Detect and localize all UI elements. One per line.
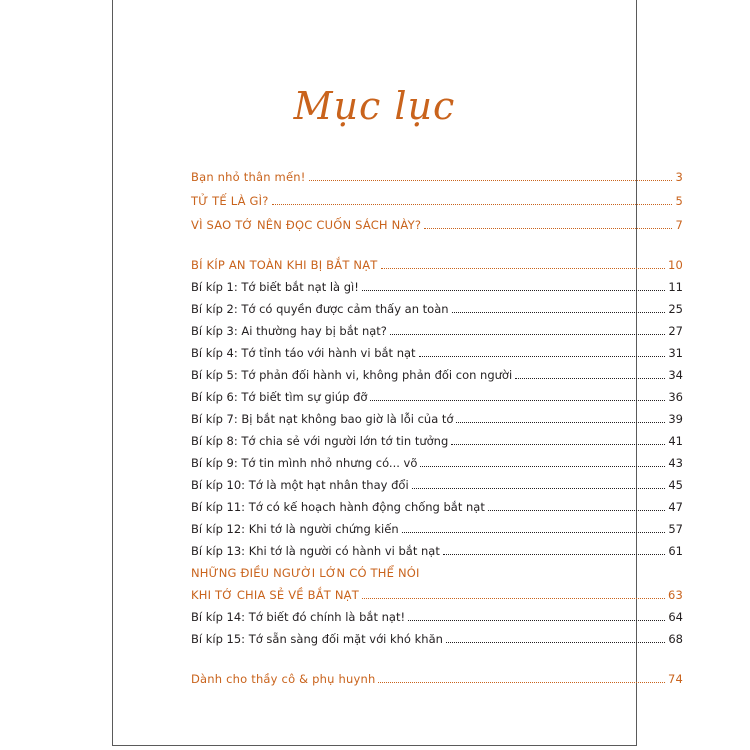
toc-entry-label: TỬ TẾ LÀ GÌ? (191, 194, 269, 208)
toc-entry[interactable] (191, 210, 683, 232)
toc-entry[interactable] (191, 448, 683, 470)
toc-entry[interactable] (191, 492, 683, 514)
toc-entry[interactable] (191, 558, 683, 580)
toc-entry-page-number: 3 (675, 170, 683, 184)
toc-entry[interactable] (191, 360, 683, 382)
toc-entry-label: Bí kíp 5: Tớ phản đối hành vi, không phản đối con người (191, 368, 513, 382)
dot-leader (309, 180, 673, 181)
toc-entry-label: Bí kíp 13: Khi tớ là người có hành vi bắt nạt (191, 544, 440, 558)
toc-entry-label: KHI TỚ CHIA SẺ VỀ BẮT NẠT (191, 588, 359, 602)
dot-leader (451, 444, 665, 445)
toc-entry-page-number: 43 (668, 456, 683, 470)
toc-entry[interactable] (191, 162, 683, 184)
toc-entry-page-number: 25 (668, 302, 683, 316)
toc-entry[interactable] (191, 316, 683, 338)
toc-entry-label: Bí kíp 8: Tớ chia sẻ với người lớn tớ tin tưởng (191, 434, 449, 448)
toc-entry-page-number: 39 (668, 412, 683, 426)
toc-entry-page-number: 64 (668, 610, 683, 624)
toc-entry-label: VÌ SAO TỚ NÊN ĐỌC CUỐN SÁCH NÀY? (191, 218, 422, 232)
toc-entry-page-number: 5 (675, 194, 683, 208)
toc-entry-page-number: 10 (667, 258, 683, 272)
dot-leader (362, 290, 665, 291)
dot-leader (515, 378, 665, 379)
toc-entry-page-number: 47 (668, 500, 683, 514)
toc-entry[interactable] (191, 294, 683, 316)
toc-entry[interactable] (191, 536, 683, 558)
toc-entry-label: Bí kíp 10: Tớ là một hạt nhân thay đổi (191, 478, 409, 492)
toc-entry-page-number: 31 (668, 346, 683, 360)
dot-leader (370, 400, 665, 401)
toc-entry-label: Bí kíp 11: Tớ có kế hoạch hành động chống bắt nạt (191, 500, 485, 514)
toc-entry-page-number: 36 (668, 390, 683, 404)
toc-entry-page-number: 57 (668, 522, 683, 536)
toc-entry[interactable] (191, 338, 683, 360)
dot-leader (412, 488, 666, 489)
toc-entry[interactable] (191, 250, 683, 272)
toc-entry[interactable] (191, 664, 683, 686)
dot-leader (402, 532, 666, 533)
toc-entry-page-number: 27 (668, 324, 683, 338)
dot-leader (272, 204, 673, 205)
toc-entry[interactable] (191, 470, 683, 492)
toc-entry[interactable] (191, 580, 683, 602)
toc-entry-label: Bí kíp 7: Bị bắt nạt không bao giờ là lỗi của tớ (191, 412, 454, 426)
toc-entry-label: Bạn nhỏ thân mến! (191, 170, 306, 184)
toc-entry[interactable] (191, 272, 683, 294)
toc-entry-label: Bí kíp 2: Tớ có quyền được cảm thấy an toàn (191, 302, 449, 316)
toc-entry-page-number: 11 (668, 280, 683, 294)
toc-entry[interactable] (191, 426, 683, 448)
dot-leader (488, 510, 665, 511)
toc-entry-page-number: 45 (668, 478, 683, 492)
toc-entry-page-number: 34 (668, 368, 683, 382)
toc-entry-label: Bí kíp 4: Tớ tỉnh táo với hành vi bắt nạt (191, 346, 416, 360)
dot-leader (408, 620, 665, 621)
dot-leader (381, 268, 665, 269)
toc-entry-label: Bí kíp 6: Tớ biết tìm sự giúp đỡ (191, 390, 368, 404)
toc-entry-label: NHỮNG ĐIỀU NGƯỜI LỚN CÓ THỂ NÓI (191, 566, 420, 580)
book-page (112, 0, 683, 746)
page-title: Mục lục (293, 84, 456, 128)
toc-entry-label: Bí kíp 3: Ai thường hay bị bắt nạt? (191, 324, 387, 338)
toc-entry-label: Bí kíp 9: Tớ tin mình nhỏ nhưng có... võ (191, 456, 418, 470)
dot-leader (456, 422, 665, 423)
dot-leader (424, 228, 672, 229)
dot-leader (419, 356, 666, 357)
dot-leader (378, 682, 664, 683)
toc-entry-label: BÍ KÍP AN TOÀN KHI BỊ BẮT NẠT (191, 258, 378, 272)
toc-entry[interactable] (191, 602, 683, 624)
toc-entry-page-number: 63 (667, 588, 683, 602)
toc-entry[interactable] (191, 186, 683, 208)
dot-leader (420, 466, 665, 467)
toc-entry-page-number: 41 (668, 434, 683, 448)
toc-entry-label: Bí kíp 15: Tớ sẵn sàng đối mặt với khó khăn (191, 632, 443, 646)
toc-entry-label: Bí kíp 1: Tớ biết bắt nạt là gì! (191, 280, 359, 294)
toc-entry-page-number: 68 (668, 632, 683, 646)
toc-entry[interactable] (191, 382, 683, 404)
toc-entry-page-number: 61 (668, 544, 683, 558)
toc-entry-label: Dành cho thầy cô & phụ huynh (191, 672, 376, 686)
toc-entry-page-number: 74 (667, 672, 683, 686)
toc-entry[interactable] (191, 514, 683, 536)
toc-entry[interactable] (191, 404, 683, 426)
toc-entry[interactable] (191, 624, 683, 646)
dot-leader (362, 598, 665, 599)
dot-leader (446, 642, 665, 643)
dot-leader (443, 554, 666, 555)
toc-entry-page-number: 7 (675, 218, 683, 232)
toc-entry-label: Bí kíp 12: Khi tớ là người chứng kiến (191, 522, 399, 536)
toc-entry-label: Bí kíp 14: Tớ biết đó chính là bắt nạt! (191, 610, 406, 624)
dot-leader (390, 334, 665, 335)
dot-leader (452, 312, 666, 313)
